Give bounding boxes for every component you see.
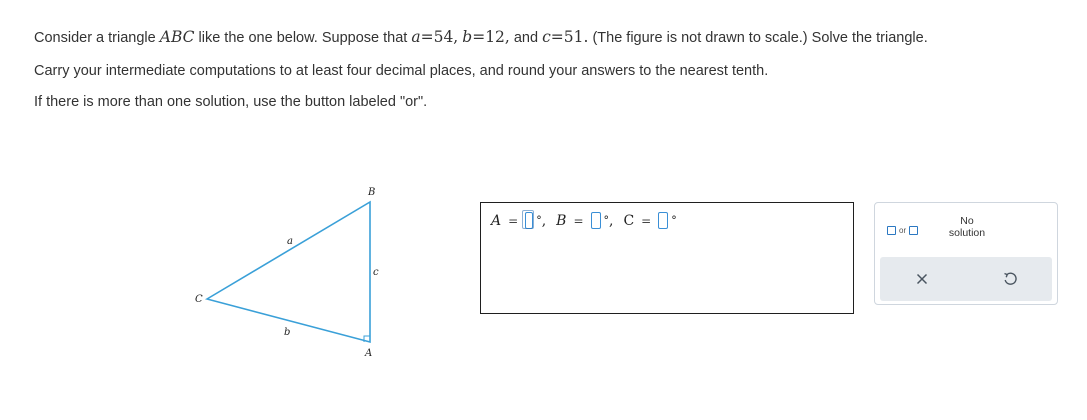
undo-icon xyxy=(1002,271,1018,287)
toolbox-bottom-row xyxy=(880,257,1052,301)
side-b-value: =12, xyxy=(472,28,510,46)
degree-symbol: ° xyxy=(603,214,609,227)
or-label: or xyxy=(899,225,907,235)
triangle-figure xyxy=(190,180,390,360)
or-left-square-icon xyxy=(887,226,896,235)
or-button[interactable] xyxy=(887,219,931,241)
equals-sign: = xyxy=(573,213,584,228)
problem-text: like the one below. Suppose that xyxy=(194,30,412,46)
degree-symbol: ° xyxy=(536,214,542,227)
equals-sign: = xyxy=(641,213,652,228)
side-label-c: c xyxy=(373,267,379,278)
answer-toolbox xyxy=(874,202,1058,305)
clear-button[interactable] xyxy=(910,267,934,291)
triangle-outline xyxy=(207,202,370,342)
problem-text: and xyxy=(509,30,543,46)
answer-expression xyxy=(491,212,677,229)
angle-c-label: C xyxy=(623,212,635,229)
toolbox-top-row xyxy=(875,203,1057,255)
side-a-value: =54, xyxy=(420,28,459,46)
side-c-variable: c xyxy=(542,28,551,46)
problem-statement-line-2: Carry your intermediate computations to at least four decimal places, and round your answers to the nearest tenth. xyxy=(34,63,769,79)
answer-area[interactable] xyxy=(480,202,854,314)
angle-b-label: B xyxy=(556,212,567,229)
problem-statement-line-1 xyxy=(34,28,928,46)
side-label-b: b xyxy=(284,327,291,338)
comma: , xyxy=(609,212,614,229)
undo-button[interactable] xyxy=(998,267,1022,291)
angle-a-label: A xyxy=(491,212,502,229)
degree-symbol: ° xyxy=(671,214,677,227)
comma: , xyxy=(541,212,547,229)
angle-a-input[interactable] xyxy=(525,212,533,229)
x-icon xyxy=(916,273,928,285)
problem-statement-line-3: If there is more than one solution, use the button labeled "or". xyxy=(34,94,428,110)
no-solution-button[interactable] xyxy=(941,215,993,245)
side-c-value: =51. xyxy=(550,28,589,46)
side-a-variable: a xyxy=(411,28,421,46)
no-solution-label-line2: solution xyxy=(948,227,986,239)
no-solution-label-line1: No xyxy=(960,215,974,227)
triangle-diagram xyxy=(190,180,390,360)
triangle-name: ABC xyxy=(159,28,195,46)
side-label-a: a xyxy=(287,236,293,247)
vertex-label-a: A xyxy=(365,348,373,359)
or-right-square-icon xyxy=(909,226,918,235)
vertex-label-b: B xyxy=(368,187,376,198)
problem-text: (The figure is not drawn to scale.) Solve the triangle. xyxy=(588,30,928,46)
side-b-variable: b xyxy=(462,28,473,46)
equals-sign: = xyxy=(508,213,519,228)
angle-c-input[interactable] xyxy=(658,212,668,229)
problem-text: Consider a triangle xyxy=(34,30,160,46)
angle-b-input[interactable] xyxy=(591,212,601,229)
vertex-label-c: C xyxy=(195,294,203,305)
